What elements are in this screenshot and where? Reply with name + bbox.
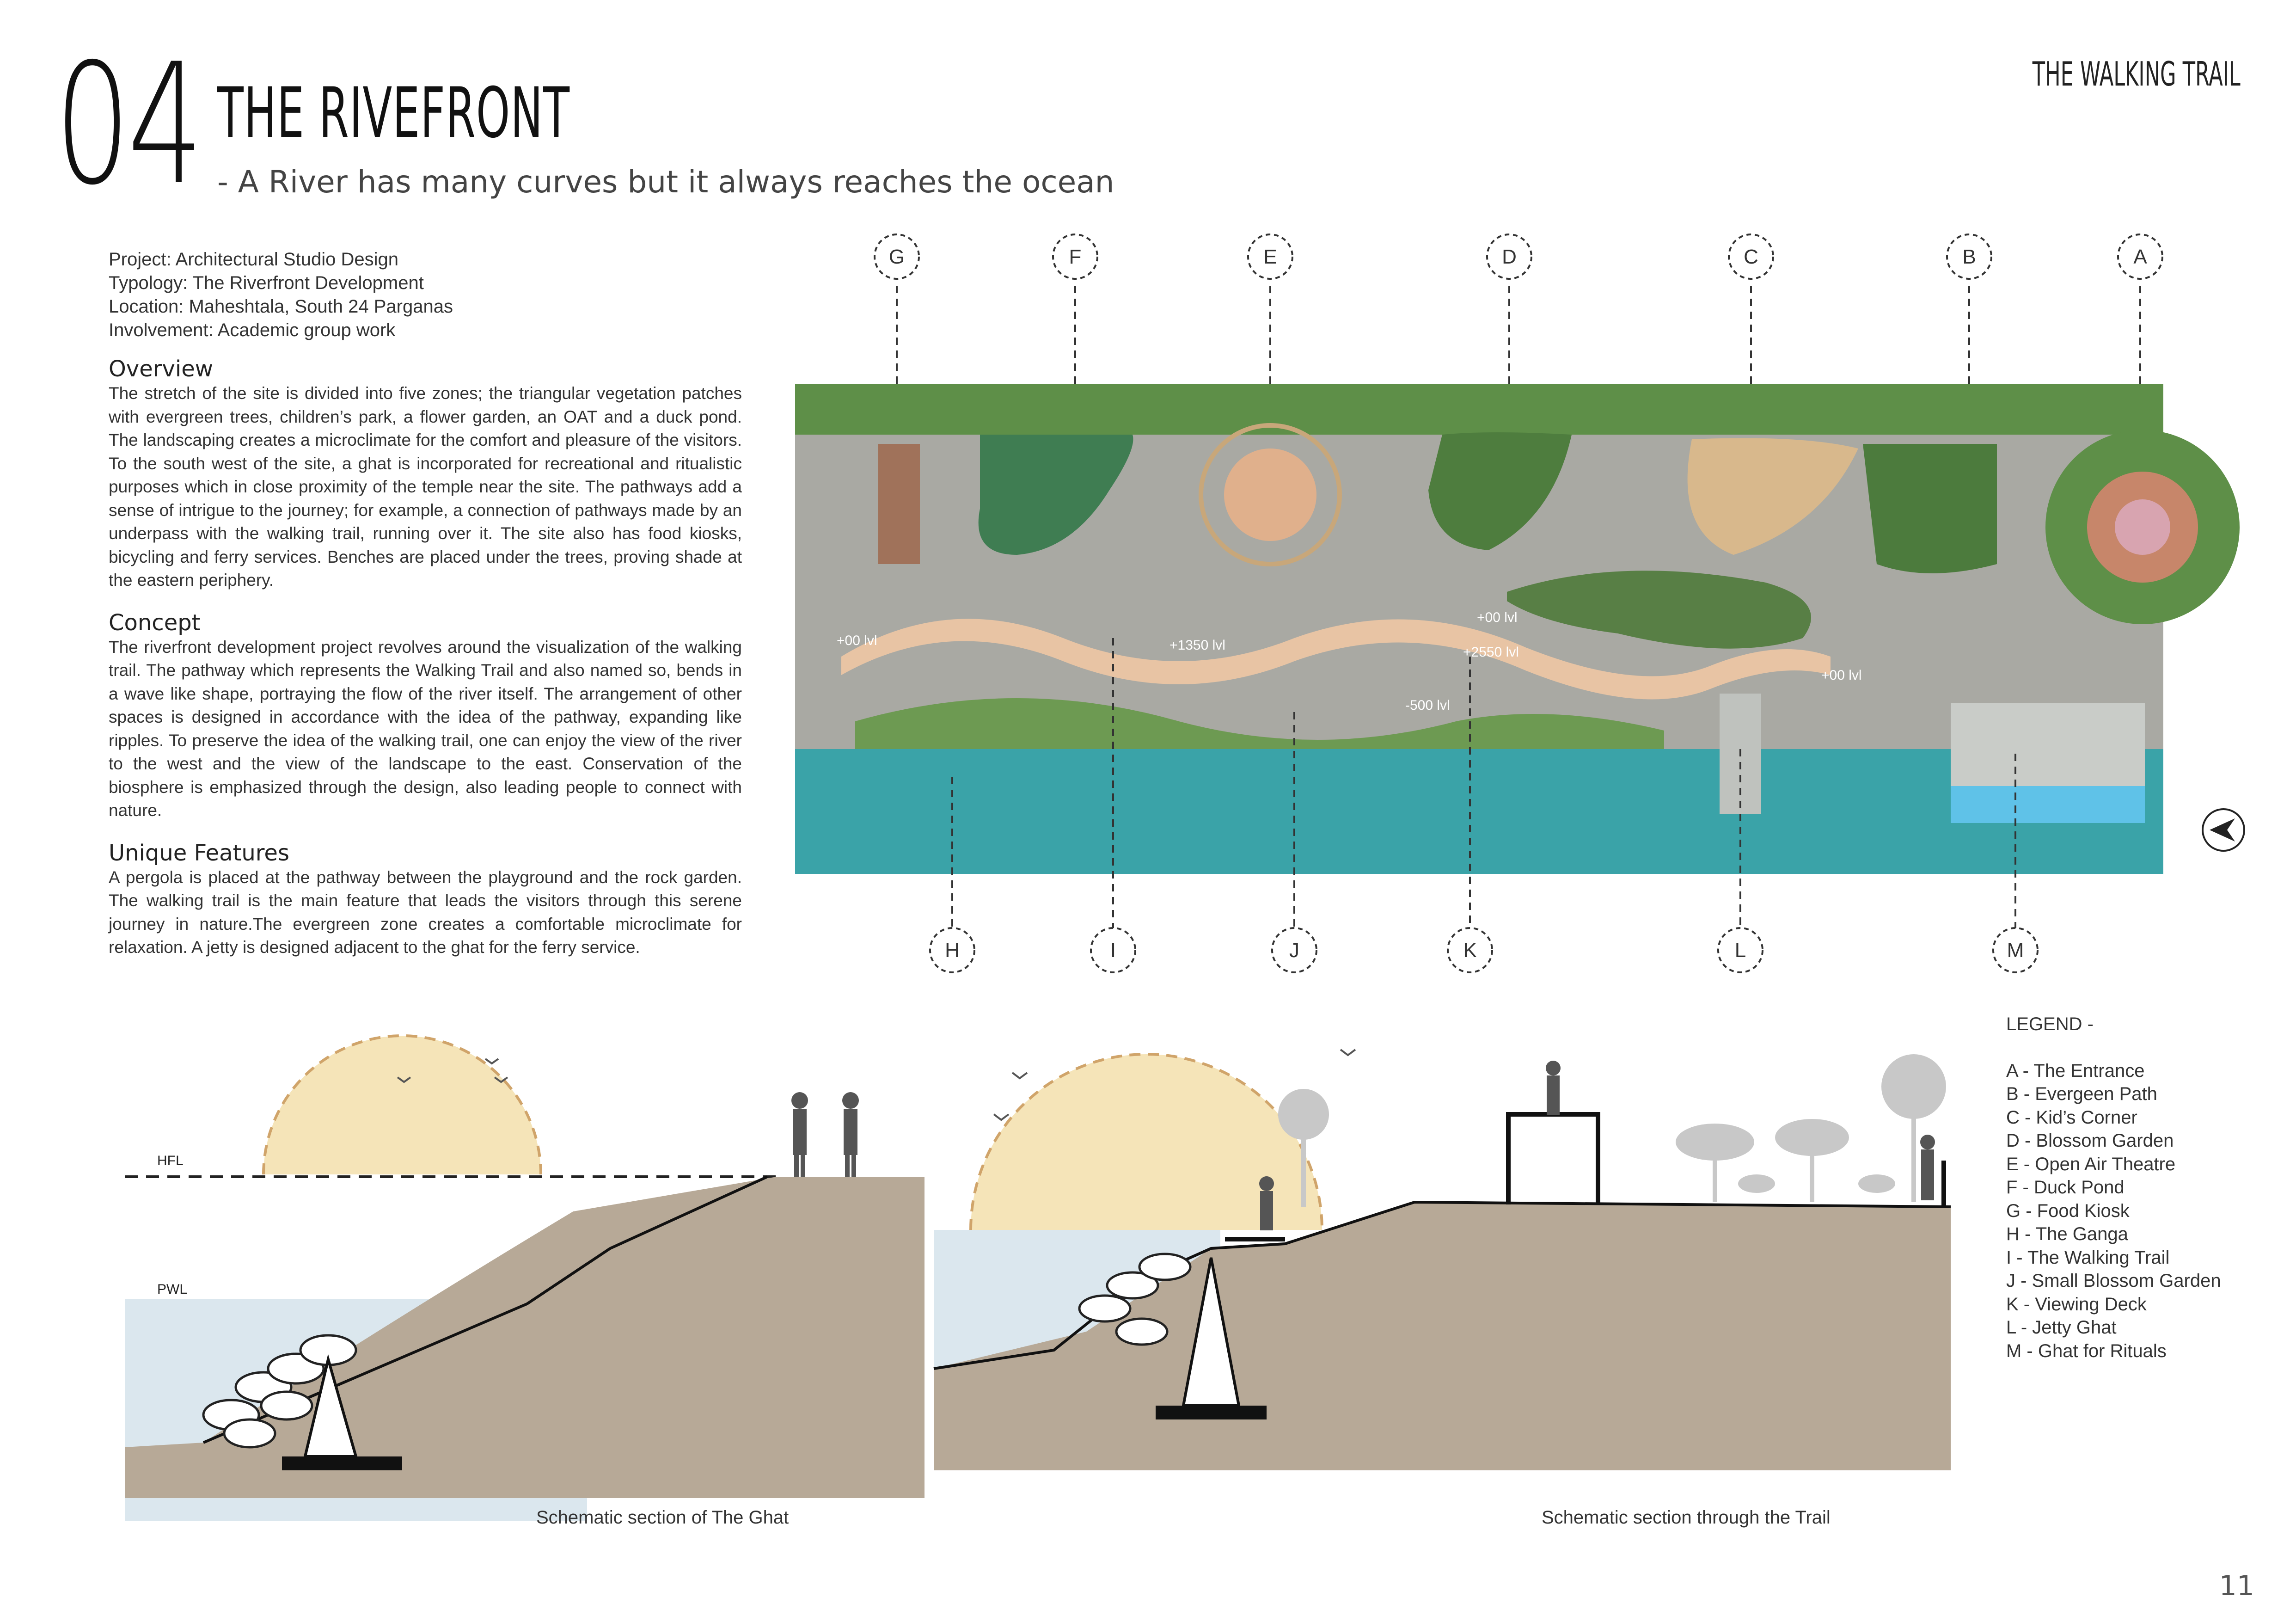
ghat-section-caption: Schematic section of The Ghat [536,1507,789,1528]
legend-item: C - Kid’s Corner [2006,1107,2137,1128]
legend-item: G - Food Kiosk [2006,1200,2130,1221]
bird-icon [1341,1050,1355,1055]
top-markers [875,234,2162,279]
svg-text:K: K [1463,939,1477,962]
unique-text: A pergola is placed at the pathway between the playground and the rock garden. The walking trail is the main feature that leads the visitors through this serene journey in nature.The evergreen zone creates a comfortable microclimate for relaxation. A jetty is designed adjacent to the ghat for the ferry service. [109,867,742,957]
trail-section-caption: Schematic section through the Trail [1542,1507,1831,1528]
marker-b [1947,234,1991,279]
level-label: +2550 lvl [1463,645,1519,660]
meta-involvement: Involvement: Academic group work [109,320,396,340]
marker-c [1729,234,1773,279]
page-subtitle: - A River has many curves but it always reaches the ocean [217,164,1114,200]
hfl-label: HFL [157,1153,184,1168]
ghat-section-drawing [111,1017,943,1544]
legend-item: M - Ghat for Rituals [2006,1340,2167,1361]
concept-text: The riverfront development project revolves around the visualization of the walking trail. The pathway which represents the Walking Trail and also named so, bends in a wave like shape, portraying the flow of the river itself. The arrangement of other spaces is designed in accordance with the idea of the pathway, expanding like ripples. To preserve the idea of the walking trail, one can enjoy the view of the river to the west and the view of the landscape to the east. Conservation of the biosphere is emphasized through the design, also leading people to connect with nature. [109,637,742,820]
human-figure-icon [791,1092,859,1177]
bird-icon [485,1059,498,1063]
legend-item: H - The Ganga [2006,1224,2128,1244]
marker-f [1053,234,1097,279]
section-tag: THE WALKING TRAIL [2032,55,2241,93]
meta-location: Location: Maheshtala, South 24 Parganas [109,296,453,317]
section-number: 04 [55,28,201,221]
overview-text: The stretch of the site is divided into five zones; the triangular vegetation patches with evergreen trees, children’s park, a flower garden, an OAT and a duck pond. The landscaping creates a microclimate for the comfort and pleasure of the visitors. To the south west of the site, a ghat is incorporated for recreational and ritualistic purposes which in close proximity of the temple near the site. The pathways add a sense of intrigue to the journey; for example, a connection of pathways made by an underpass with the walking trail, running over it. The site also has food kiosks, bicycling and ferry services. Benches are placed under the trees, proving shade at the eastern periphery. [109,384,742,590]
level-label: -500 lvl [1405,698,1450,713]
legend-item: K - Viewing Deck [2006,1294,2147,1315]
svg-text:F: F [1069,246,1082,268]
text-column [109,356,742,977]
svg-text:A: A [2133,246,2147,268]
svg-text:M: M [2007,939,2024,962]
trail-section-drawing [925,1008,1978,1507]
overview-heading: Overview [109,356,213,382]
svg-text:G: G [888,246,905,268]
svg-text:B: B [1962,246,1976,268]
marker-e [1248,234,1292,279]
marker-a [2118,234,2162,279]
marker-d [1487,234,1531,279]
page-number: 11 [2219,1570,2254,1602]
level-label: +1350 lvl [1169,638,1225,653]
legend-item: F - Duck Pond [2006,1177,2125,1198]
concept-heading: Concept [109,609,201,636]
legend-item: J - Small Blossom Garden [2006,1271,2221,1291]
page-title: THE RIVEFRONT [217,73,570,154]
legend-item: L - Jetty Ghat [2006,1317,2117,1338]
meta-typology: Typology: The Riverfront Development [109,273,424,293]
site-ground [795,384,2240,874]
legend-heading: LEGEND - [2006,1014,2094,1034]
svg-text:C: C [1744,246,1758,268]
svg-text:I: I [1110,939,1116,962]
legend [2006,1013,2221,1363]
legend-item: B - Evergeen Path [2006,1084,2157,1104]
project-meta [109,248,453,342]
concept-block [109,610,742,823]
unique-block [109,840,742,959]
marker-j [1272,928,1316,972]
marker-k [1448,928,1492,972]
svg-text:D: D [1502,246,1517,268]
pwl-label: PWL [157,1282,188,1297]
svg-text:E: E [1263,246,1277,268]
meta-project: Project: Architectural Studio Design [109,249,398,270]
unique-heading: Unique Features [109,840,289,866]
legend-item: I - The Walking Trail [2006,1247,2170,1268]
marker-g [875,234,919,279]
level-label: +00 lvl [1821,668,1862,683]
legend-item: A - The Entrance [2006,1060,2145,1081]
legend-item: E - Open Air Theatre [2006,1154,2176,1174]
marker-i [1091,928,1135,972]
site-plan [786,231,2265,994]
overview-block [109,356,742,592]
marker-m [1993,928,2038,972]
bird-icon [994,1114,1009,1120]
svg-text:H: H [945,939,960,962]
level-label: +00 lvl [837,633,877,648]
marker-l [1718,928,1763,972]
level-label: +00 lvl [1477,610,1518,625]
bird-icon [1012,1073,1027,1078]
svg-text:L: L [1734,939,1746,962]
north-arrow-icon [2203,809,2244,851]
marker-h [930,928,974,972]
legend-item: D - Blossom Garden [2006,1130,2174,1151]
svg-text:J: J [1289,939,1299,962]
bottom-markers [930,928,2038,972]
